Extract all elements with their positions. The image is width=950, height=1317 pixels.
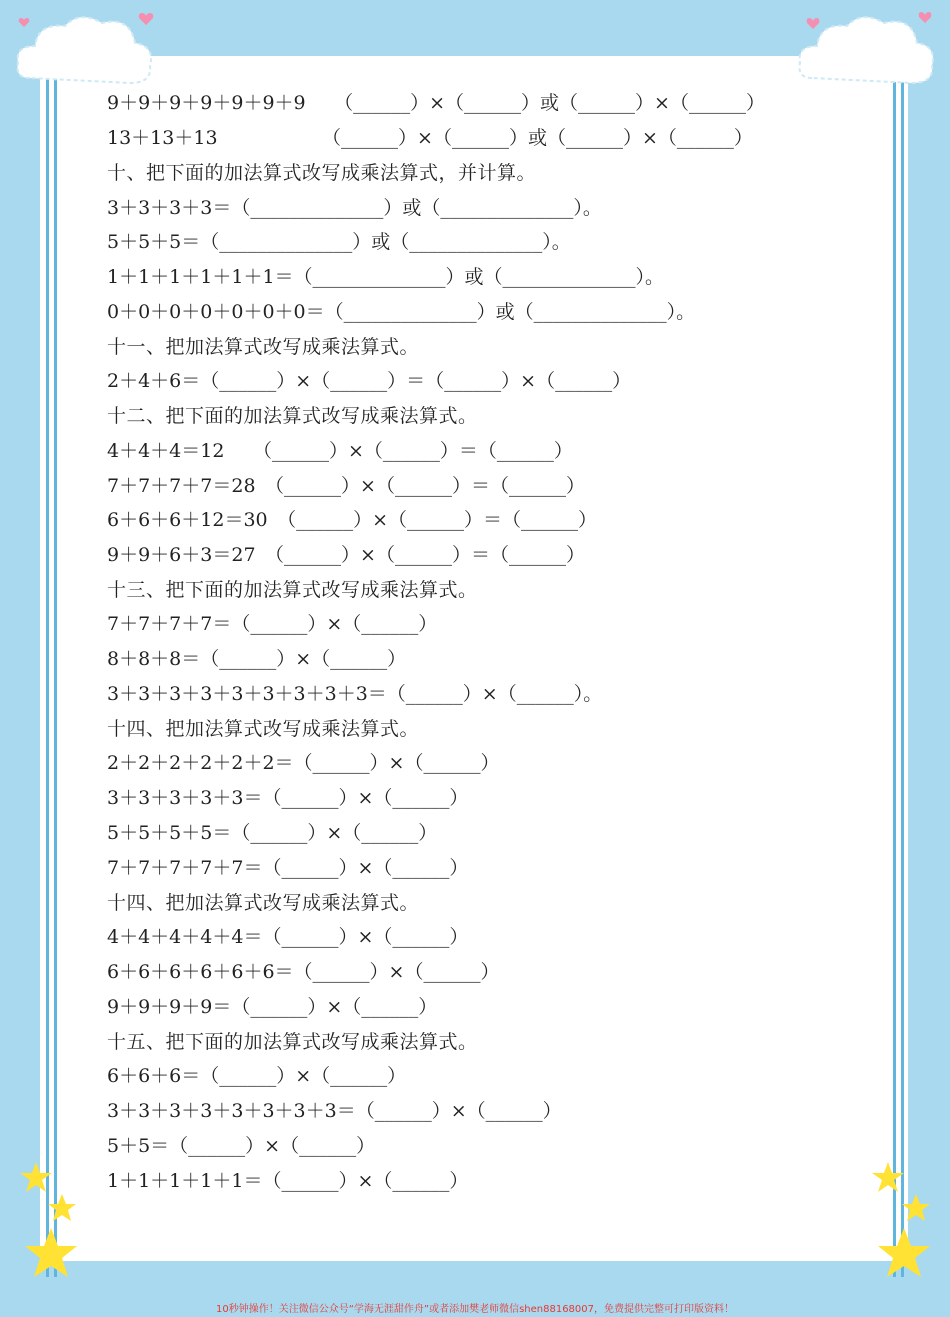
heart-icon xyxy=(806,18,820,30)
frame-stripe xyxy=(901,70,904,1277)
heart-icon xyxy=(138,12,154,26)
section-heading: 十、把下面的加法算式改写成乘法算式，并计算。 xyxy=(107,162,537,184)
star-icon xyxy=(18,1160,54,1196)
exercise-line: 9＋9＋9＋9＋9＋9＋9 （______）×（______）或（______）×（______） xyxy=(107,92,765,114)
section-heading: 十二、把下面的加法算式改写成乘法算式。 xyxy=(107,405,478,427)
section-heading: 十三、把下面的加法算式改写成乘法算式。 xyxy=(107,579,478,601)
star-icon xyxy=(46,1192,78,1224)
exercise-line: 7＋7＋7＋7＋7＝（______）×（______） xyxy=(107,857,469,879)
exercise-line: 6＋6＋6＋6＋6＋6＝（______）×（______） xyxy=(107,961,500,983)
frame-stripe xyxy=(46,70,49,1277)
star-icon xyxy=(870,1160,906,1196)
exercise-line: 3＋3＋3＋3＋3＋3＋3＋3＋3＝（______）×（______）。 xyxy=(107,683,603,705)
star-icon xyxy=(900,1192,932,1224)
exercise-line: 3＋3＋3＋3＝（______________）或（______________）。 xyxy=(107,197,602,219)
heart-icon xyxy=(18,18,30,28)
exercise-line: 13＋13＋13 （______）×（______）或（______）×（______） xyxy=(107,127,753,149)
exercise-line: 7＋7＋7＋7＝（______）×（______） xyxy=(107,613,438,635)
exercise-line: 3＋3＋3＋3＋3＝（______）×（______） xyxy=(107,787,469,809)
exercise-line: 4＋4＋4＋4＋4＝（______）×（______） xyxy=(107,926,469,948)
exercise-line: 6＋6＋6＋12＝30 （______）×（______）＝（______） xyxy=(107,509,598,531)
exercise-line: 3＋3＋3＋3＋3＋3＋3＋3＝（______）×（______） xyxy=(107,1100,562,1122)
exercise-line: 2＋4＋6＝（______）×（______）＝（______）×（______） xyxy=(107,370,632,392)
exercise-line: 9＋9＋6＋3＝27 （______）×（______）＝（______） xyxy=(107,544,585,566)
exercise-line: 5＋5＋5＋5＝（______）×（______） xyxy=(107,822,438,844)
exercise-line: 9＋9＋9＋9＝（______）×（______） xyxy=(107,996,438,1018)
frame-stripe xyxy=(893,70,896,1277)
exercise-line: 5＋5＝（______）×（______） xyxy=(107,1135,376,1157)
star-icon xyxy=(22,1225,80,1283)
section-heading: 十四、把加法算式改写成乘法算式。 xyxy=(107,718,420,740)
star-icon xyxy=(875,1225,933,1283)
exercise-line: 1＋1＋1＋1＋1＝（______）×（______） xyxy=(107,1170,469,1192)
exercise-line: 1＋1＋1＋1＋1＋1＝（______________）或（______________）。 xyxy=(107,266,665,288)
exercise-line: 8＋8＋8＝（______）×（______） xyxy=(107,648,407,670)
exercise-line: 2＋2＋2＋2＋2＋2＝（______）×（______） xyxy=(107,752,500,774)
footer-note: 10秒钟操作！关注微信公众号“学海无涯甜作舟”或者添加樊老师微信shen88168007，免费提供完整可打印版资料！ xyxy=(215,1304,735,1315)
exercise-line: 5＋5＋5＝（______________）或（______________）。 xyxy=(107,231,571,253)
exercise-line: 7＋7＋7＋7＝28 （______）×（______）＝（______） xyxy=(107,475,585,497)
exercise-line: 0＋0＋0＋0＋0＋0＋0＝（______________）或（______________）。 xyxy=(107,301,696,323)
frame-stripe xyxy=(54,70,57,1277)
section-heading: 十四、把加法算式改写成乘法算式。 xyxy=(107,892,420,914)
exercise-line: 4＋4＋4＝12 （______）×（______）＝（______） xyxy=(107,440,573,462)
section-heading: 十一、把加法算式改写成乘法算式。 xyxy=(107,336,420,358)
section-heading: 十五、把下面的加法算式改写成乘法算式。 xyxy=(107,1031,478,1053)
exercise-line: 6＋6＋6＝（______）×（______） xyxy=(107,1065,407,1087)
heart-icon xyxy=(918,12,932,24)
